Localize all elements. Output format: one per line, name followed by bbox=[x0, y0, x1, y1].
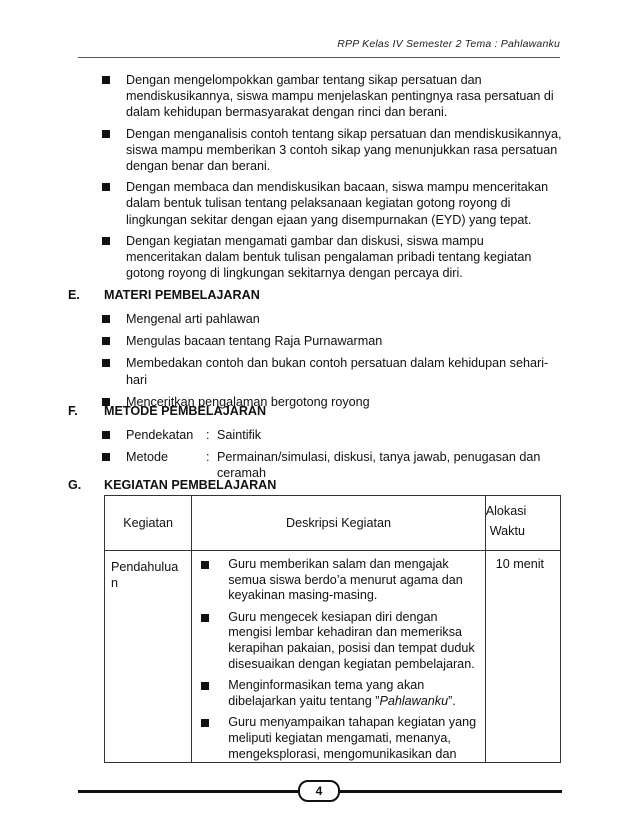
square-bullet-icon bbox=[102, 237, 110, 245]
section-e-title: MATERI PEMBELAJARAN bbox=[104, 288, 260, 302]
metode-label: Metode bbox=[126, 450, 169, 464]
square-bullet-icon bbox=[102, 183, 110, 191]
metode-value: Permainan/simulasi, diskusi, tanya jawab, penugasan dan ceramah bbox=[217, 450, 541, 480]
footer-rule-right bbox=[336, 790, 562, 793]
section-f-title: METODE PEMBELAJARAN bbox=[104, 404, 267, 418]
list-item: Mengulas bacaan tentang Raja Purnawarman bbox=[102, 333, 562, 349]
footer-rule-left bbox=[78, 790, 298, 793]
header-divider bbox=[78, 57, 560, 58]
table-row bbox=[105, 551, 561, 763]
table-header-row bbox=[105, 496, 561, 551]
square-bullet-icon bbox=[201, 561, 209, 569]
header-deskripsi: Deskripsi Kegiatan bbox=[192, 496, 486, 551]
list-item: Menceritkan pengalaman bergotong royong bbox=[102, 394, 562, 410]
metode-label: Pendekatan bbox=[126, 428, 194, 442]
square-bullet-icon bbox=[201, 682, 209, 690]
objectives-list bbox=[102, 72, 562, 286]
square-bullet-icon bbox=[102, 130, 110, 138]
cell-waktu: 10 menit bbox=[485, 551, 560, 763]
header-alokasi-line2: Waktu bbox=[489, 524, 525, 538]
kegiatan-name: Pendahulua n bbox=[111, 560, 179, 590]
list-item: Guru memberikan salam dan mengajak semua siswa berdo’a menurut agama dan keyakinan masing-masing. bbox=[192, 557, 479, 604]
metode-value: Saintifik bbox=[217, 428, 262, 442]
square-bullet-icon bbox=[102, 453, 110, 461]
section-e-letter: E. bbox=[68, 288, 80, 302]
cell-kegiatan bbox=[105, 551, 192, 763]
section-g-title: KEGIATAN PEMBELAJARAN bbox=[104, 478, 277, 492]
list-item: Mengenal arti pahlawan bbox=[102, 311, 562, 327]
list-item: Guru mengecek kesiapan diri dengan mengisi lembar kehadiran dan memeriksa kerapihan pakaian, posisi dan tempat duduk disesuaikan dengan kegiatan pembelajaran. bbox=[192, 610, 479, 672]
colon-separator: : bbox=[206, 450, 210, 464]
square-bullet-icon bbox=[102, 76, 110, 84]
list-item: Dengan menganalisis contoh tentang sikap persatuan dan mendiskusikannya, siswa mampu memberikan 3 contoh sikap yang menunjukkan rasa persatuan dengan benar dan berani. bbox=[102, 126, 562, 175]
square-bullet-icon bbox=[201, 614, 209, 622]
square-bullet-icon bbox=[102, 431, 110, 439]
page-number: 4 bbox=[298, 780, 340, 802]
header-alokasi bbox=[485, 496, 560, 551]
list-item: Membedakan contoh dan bukan contoh persatuan dalam kehidupan sehari-hari bbox=[102, 355, 562, 387]
list-item: Guru menyampaikan tahapan kegiatan yang meliputi kegiatan mengamati, menanya, mengeksplorasi, mengomunikasikan dan bbox=[192, 715, 479, 762]
square-bullet-icon bbox=[102, 315, 110, 323]
cell-deskripsi bbox=[192, 551, 486, 763]
metode-row-pendekatan bbox=[102, 427, 562, 443]
colon-separator: : bbox=[206, 428, 210, 442]
list-item: Dengan membaca dan mendiskusikan bacaan, siswa mampu menceritakan dalam bentuk tulisan tentang pelaksanaan kegiatan gotong royong di lingkungan sekitar dengan ejaan yang disempurnakan (EYD) yang tepat. bbox=[102, 179, 562, 228]
header-alokasi-line1: Alokasi bbox=[485, 504, 527, 518]
header-kegiatan: Kegiatan bbox=[105, 496, 192, 551]
square-bullet-icon bbox=[201, 719, 209, 727]
square-bullet-icon bbox=[102, 359, 110, 367]
section-f-letter: F. bbox=[68, 404, 78, 418]
kegiatan-table bbox=[104, 495, 561, 763]
running-header: RPP Kelas IV Semester 2 Tema : Pahlawanku bbox=[337, 38, 560, 50]
list-item: Menginformasikan tema yang akan dibelajarkan yaitu tentang ”Pahlawanku”. bbox=[192, 678, 479, 709]
metode-row-metode bbox=[102, 449, 562, 481]
square-bullet-icon bbox=[102, 337, 110, 345]
materi-list bbox=[102, 311, 562, 416]
list-item: Dengan kegiatan mengamati gambar dan diskusi, siswa mampu menceritakan dalam bentuk tulisan pengalaman pribadi tentang kegiatan gotong royong di lingkungan sekitarnya dengan percaya diri. bbox=[102, 233, 562, 282]
section-g-letter: G. bbox=[68, 478, 82, 492]
deskripsi-list bbox=[192, 557, 479, 762]
list-item: Dengan mengelompokkan gambar tentang sikap persatuan dan mendiskusikannya, siswa mampu menjelaskan pentingnya rasa persatuan di dalam kehidupan bermasyarakat dengan rinci dan berani. bbox=[102, 72, 562, 121]
